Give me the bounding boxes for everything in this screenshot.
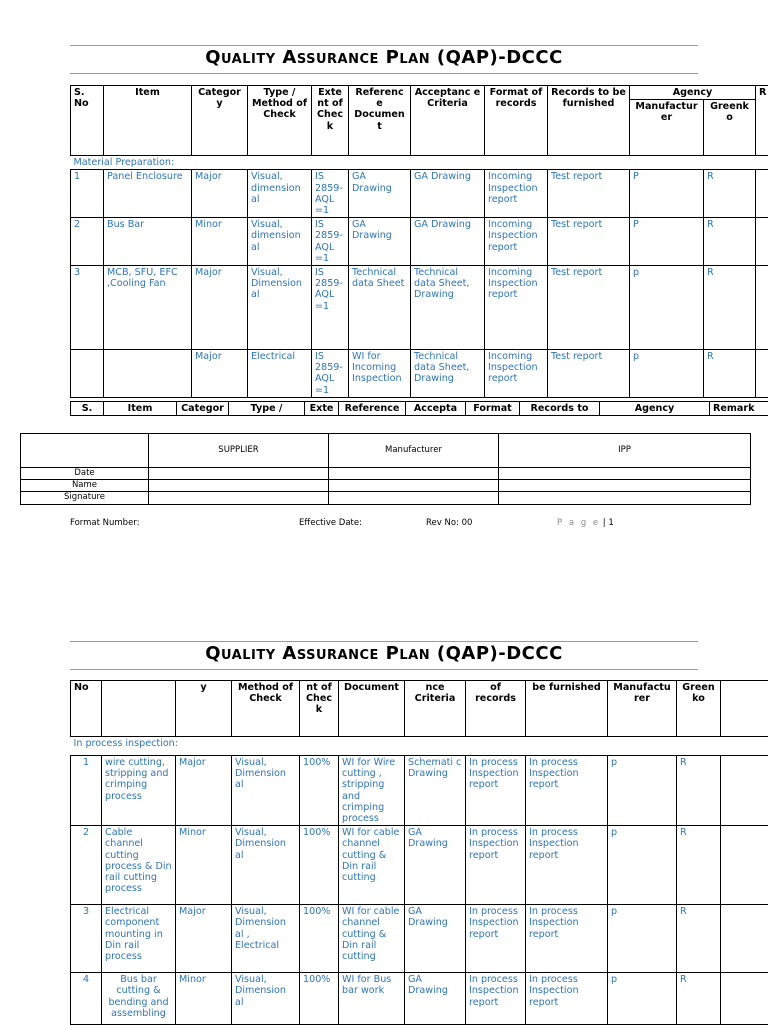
header-reference: Document	[339, 681, 405, 737]
signature-field	[499, 492, 751, 504]
signature-header-ipp: IPP	[499, 434, 751, 468]
footer-format-number: Format Number:	[70, 518, 140, 528]
cell-sno	[71, 350, 104, 398]
cell-manufacturer: P	[630, 170, 704, 218]
cell-category: Major	[176, 905, 232, 973]
signature-field	[329, 480, 499, 492]
cell-manufacturer: P	[630, 218, 704, 266]
signature-field	[149, 492, 329, 504]
cell-remarks	[756, 218, 768, 266]
cell-reference: GA Drawing	[349, 218, 411, 266]
cell-reference: Technical data Sheet	[349, 266, 411, 350]
cell-format: In process Inspection report	[466, 905, 526, 973]
cell-sno: 3	[71, 905, 102, 973]
signature-field	[329, 492, 499, 504]
header-agency: Agency	[630, 86, 756, 100]
page1-title-rule	[70, 73, 698, 74]
page2-title-rule	[70, 669, 698, 670]
footer-page-number	[557, 518, 614, 528]
cell-item: Cable channel cutting process & Din rail cutting process	[102, 826, 176, 905]
footer-effective-date: Effective Date:	[299, 518, 362, 528]
cell-records: In process Inspection report	[526, 973, 608, 1025]
signature-header-manufacturer: Manufacturer	[329, 434, 499, 468]
signature-table	[20, 433, 751, 505]
header-extent: nt of Chec k	[300, 681, 339, 737]
cell-acceptance: GA Drawing	[405, 826, 466, 905]
cell-sno: 3	[71, 266, 104, 350]
header-extent: Exte nt of Chec k	[312, 86, 349, 156]
header-records: Records to be furnished	[548, 86, 630, 156]
repeat-header-agency: Agency	[600, 402, 710, 416]
cell-type: Electrical	[248, 350, 312, 398]
cell-format: Incoming Inspection report	[485, 218, 548, 266]
cell-format: Incoming Inspection report	[485, 266, 548, 350]
cell-greenko: R	[677, 973, 721, 1025]
cell-extent: 100%	[300, 756, 339, 826]
cell-acceptance: Schemati c Drawing	[405, 756, 466, 826]
table-row	[71, 756, 768, 826]
signature-field	[149, 480, 329, 492]
header-category: Categor y	[192, 86, 248, 156]
repeat-header-category: Categor	[177, 402, 229, 416]
cell-greenko: R	[677, 905, 721, 973]
repeat-header-remarks: Remark	[710, 402, 768, 416]
qap-table-page2	[70, 680, 768, 1025]
repeat-header-extent: Exte	[305, 402, 339, 416]
header-manufacturer: Manufactu rer	[608, 681, 677, 737]
cell-extent: IS 2859- AQL =1	[312, 266, 349, 350]
cell-category: Major	[192, 170, 248, 218]
cell-remarks	[721, 973, 768, 1025]
cell-item: MCB, SFU, EFC ,Cooling Fan	[104, 266, 192, 350]
cell-acceptance: Technical data Sheet, Drawing	[411, 350, 485, 398]
header-sno: S. No	[71, 86, 104, 156]
signature-field	[499, 480, 751, 492]
cell-extent: 100%	[300, 973, 339, 1025]
cell-extent: IS 2859- AQL =1	[312, 350, 349, 398]
cell-records: Test report	[548, 170, 630, 218]
cell-remarks	[756, 170, 768, 218]
cell-sno: 2	[71, 218, 104, 266]
signature-label-signature: Signature	[21, 492, 149, 504]
cell-remarks	[756, 350, 768, 398]
cell-records: Test report	[548, 350, 630, 398]
header-greenko: Greenk o	[704, 100, 756, 156]
cell-acceptance: GA Drawing	[411, 170, 485, 218]
cell-greenko: R	[677, 756, 721, 826]
cell-greenko: R	[704, 170, 756, 218]
repeat-header-records: Records to	[520, 402, 600, 416]
cell-item: wire cutting, stripping and crimping process	[102, 756, 176, 826]
header-remarks: R	[756, 86, 768, 156]
cell-manufacturer: p	[608, 973, 677, 1025]
signature-field	[499, 468, 751, 480]
header-format: Format of records	[485, 86, 548, 156]
cell-type: Visual, Dimension al	[232, 973, 300, 1025]
signature-corner-cell	[21, 434, 149, 468]
repeat-header-item: Item	[104, 402, 177, 416]
cell-type: Visual, Dimension al	[232, 756, 300, 826]
cell-manufacturer: p	[608, 756, 677, 826]
page2-title: Quality Assurance Plan (QAP)-DCCC	[70, 643, 698, 664]
cell-item	[104, 350, 192, 398]
cell-item: Panel Enclosure	[104, 170, 192, 218]
cell-format: Incoming Inspection report	[485, 350, 548, 398]
header-reference: Referenc e Documen t	[349, 86, 411, 156]
signature-field	[329, 468, 499, 480]
table-row	[71, 266, 768, 350]
cell-type: Visual, dimension al	[248, 218, 312, 266]
repeat-header-sno: S.	[71, 402, 104, 416]
table-row	[71, 218, 768, 266]
signature-header-supplier: SUPPLIER	[149, 434, 329, 468]
repeat-header-reference: Reference	[339, 402, 406, 416]
cell-greenko: R	[704, 266, 756, 350]
cell-manufacturer: p	[630, 266, 704, 350]
signature-field	[149, 468, 329, 480]
cell-acceptance: Technical data Sheet, Drawing	[411, 266, 485, 350]
cell-extent: IS 2859- AQL =1	[312, 218, 349, 266]
cell-greenko: R	[704, 350, 756, 398]
cell-remarks	[721, 826, 768, 905]
cell-manufacturer: p	[630, 350, 704, 398]
cell-format: In process Inspection report	[466, 756, 526, 826]
cell-category: Major	[192, 350, 248, 398]
cell-type: Visual, Dimension al	[232, 826, 300, 905]
repeat-header-format: Format	[466, 402, 520, 416]
cell-greenko: R	[704, 218, 756, 266]
header-acceptance: nce Criteria	[405, 681, 466, 737]
page2-top-rule	[70, 641, 698, 642]
cell-item: Bus Bar	[104, 218, 192, 266]
header-remarks	[721, 681, 768, 737]
cell-item: Bus bar cutting & bending and assembling	[102, 973, 176, 1025]
repeat-header-type: Type /	[229, 402, 305, 416]
cell-records: Test report	[548, 218, 630, 266]
header-sno: No	[71, 681, 102, 737]
footer-page-label: P a g e	[557, 518, 600, 528]
signature-label-name: Name	[21, 480, 149, 492]
cell-manufacturer: p	[608, 826, 677, 905]
cell-type: Visual, Dimension al , Electrical	[232, 905, 300, 973]
cell-format: In process Inspection report	[466, 973, 526, 1025]
cell-reference: WI for cable channel cutting & Din rail cutting	[339, 905, 405, 973]
table-row	[71, 826, 768, 905]
cell-category: Minor	[176, 973, 232, 1025]
cell-reference: WI for Wire cutting , stripping and crimping process	[339, 756, 405, 826]
cell-acceptance: GA Drawing	[405, 973, 466, 1025]
page1-top-rule	[70, 45, 698, 46]
header-records: be furnished	[526, 681, 608, 737]
cell-records: In process Inspection report	[526, 756, 608, 826]
cell-reference: WI for cable channel cutting & Din rail cutting	[339, 826, 405, 905]
header-format: of records	[466, 681, 526, 737]
qap-table-page1	[70, 85, 768, 398]
table-row	[71, 905, 768, 973]
cell-item: Electrical component mounting in Din rail process	[102, 905, 176, 973]
cell-type: Visual, dimension al	[248, 170, 312, 218]
cell-remarks	[721, 756, 768, 826]
cell-records: Test report	[548, 266, 630, 350]
cell-reference: GA Drawing	[349, 170, 411, 218]
cell-reference: WI for Incoming Inspection	[349, 350, 411, 398]
cell-category: Minor	[176, 826, 232, 905]
cell-acceptance: GA Drawing	[411, 218, 485, 266]
cell-manufacturer: p	[608, 905, 677, 973]
cell-remarks	[721, 905, 768, 973]
section-in-process-inspection: In process inspection:	[71, 737, 768, 756]
cell-category: Major	[192, 266, 248, 350]
cell-format: Incoming Inspection report	[485, 170, 548, 218]
repeat-header-acceptance: Accepta	[406, 402, 466, 416]
table-row	[71, 170, 768, 218]
header-type: Type / Method of Check	[248, 86, 312, 156]
header-type: Method of Check	[232, 681, 300, 737]
footer-page-num: | 1	[603, 518, 614, 528]
cell-records: In process Inspection report	[526, 826, 608, 905]
cell-remarks	[756, 266, 768, 350]
cell-sno: 1	[71, 170, 104, 218]
header-manufacturer: Manufactur er	[630, 100, 704, 156]
cell-records: In process Inspection report	[526, 905, 608, 973]
signature-label-date: Date	[21, 468, 149, 480]
section-material-preparation: Material Preparation:	[71, 156, 768, 170]
cell-acceptance: GA Drawing	[405, 905, 466, 973]
cell-extent: IS 2859- AQL =1	[312, 170, 349, 218]
header-category: y	[176, 681, 232, 737]
cell-reference: WI for Bus bar work	[339, 973, 405, 1025]
footer-rev: Rev No: 00	[426, 518, 472, 528]
table-row	[71, 973, 768, 1025]
cell-type: Visual, Dimension al	[248, 266, 312, 350]
table-row	[71, 350, 768, 398]
header-acceptance: Acceptanc e Criteria	[411, 86, 485, 156]
repeat-header-strip	[70, 401, 768, 416]
cell-format: In process Inspection report	[466, 826, 526, 905]
cell-category: Minor	[192, 218, 248, 266]
cell-sno: 4	[71, 973, 102, 1025]
cell-extent: 100%	[300, 826, 339, 905]
cell-category: Major	[176, 756, 232, 826]
header-item: Item	[104, 86, 192, 156]
header-greenko: Green ko	[677, 681, 721, 737]
page1-title: Quality Assurance Plan (QAP)-DCCC	[70, 47, 698, 68]
cell-sno: 1	[71, 756, 102, 826]
cell-extent: 100%	[300, 905, 339, 973]
header-item	[102, 681, 176, 737]
cell-greenko: R	[677, 826, 721, 905]
cell-sno: 2	[71, 826, 102, 905]
